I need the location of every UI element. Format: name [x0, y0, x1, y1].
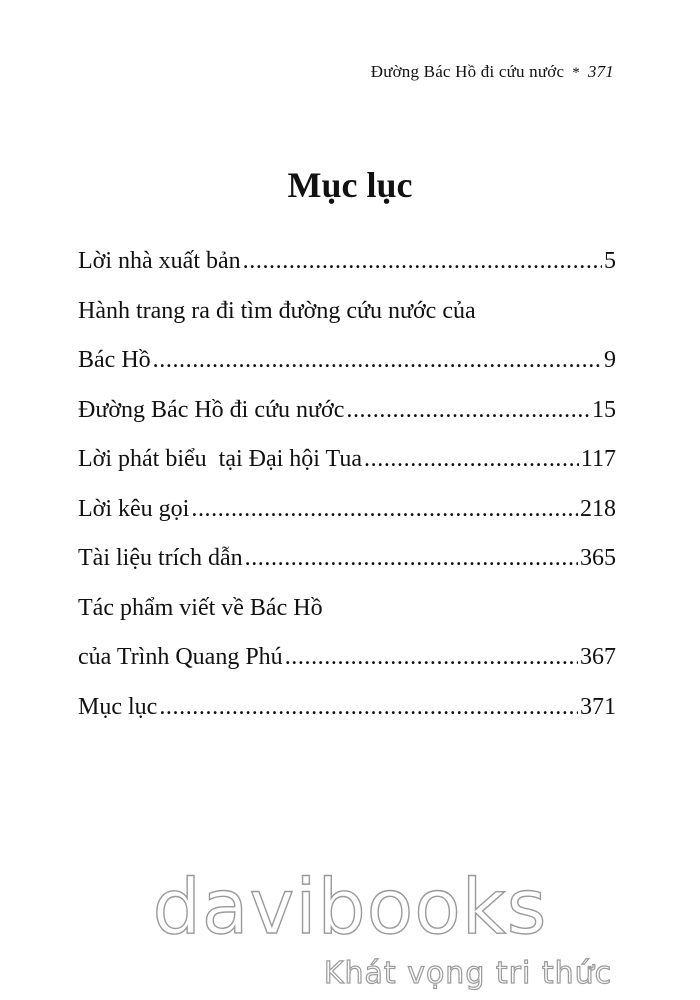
dot-leader: [364, 446, 579, 473]
toc-entry: [78, 298, 616, 348]
toc-entry: [78, 595, 616, 645]
toc-entry: [78, 496, 616, 546]
toc-entry-label: Lời nhà xuất bản: [78, 248, 241, 274]
dot-leader: [153, 347, 602, 374]
dot-leader: [285, 644, 578, 671]
toc-entry-page: 117: [580, 446, 616, 472]
watermark-tagline: Khát vọng tri thức: [323, 956, 613, 991]
toc-entry: [78, 545, 616, 595]
toc-entry-label: Bác Hồ: [78, 347, 151, 373]
toc-entry-label: Mục lục: [78, 693, 158, 720]
table-of-contents: [78, 248, 616, 743]
toc-entry: [78, 347, 616, 397]
toc-entry: [78, 694, 616, 744]
dot-leader: [191, 496, 578, 523]
toc-entry-label: Hành trang ra đi tìm đường cứu nước của: [78, 297, 476, 324]
toc-entry: [78, 446, 616, 496]
toc-entry-page: 9: [604, 347, 616, 373]
toc-entry-page: 218: [580, 495, 616, 522]
toc-entry-label: Lời phát biểu tại Đại hội Tua: [78, 446, 363, 472]
header-separator-star: *: [572, 65, 580, 81]
toc-entry: [78, 248, 616, 298]
dot-leader: [245, 545, 578, 572]
dot-leader: [159, 694, 578, 721]
running-title: Đường Bác Hồ đi cứu nước: [370, 62, 565, 81]
toc-entry-label: Đường Bác Hồ đi cứu nước: [78, 396, 345, 423]
toc-entry-label: Tài liệu trích dẫn: [78, 545, 243, 571]
toc-entry-page: 365: [580, 545, 616, 571]
toc-entry: [78, 644, 616, 694]
toc-entry-page: 15: [592, 396, 616, 423]
toc-entry-label: của Trình Quang Phú: [78, 644, 283, 670]
toc-title: Mục lục: [287, 165, 413, 205]
page-number: 371: [587, 62, 614, 81]
toc-entry-page: 367: [580, 644, 616, 670]
dot-leader: [243, 248, 602, 275]
running-header: [371, 62, 614, 82]
dot-leader: [346, 397, 590, 424]
toc-entry: [78, 397, 616, 447]
toc-entry-label: Tác phẩm viết về Bác Hồ: [78, 594, 323, 621]
watermark-logo: davibooks: [152, 862, 548, 951]
toc-entry-page: 5: [604, 248, 616, 274]
toc-entry-label: Lời kêu gọi: [78, 495, 190, 522]
toc-entry-page: 371: [580, 693, 616, 720]
